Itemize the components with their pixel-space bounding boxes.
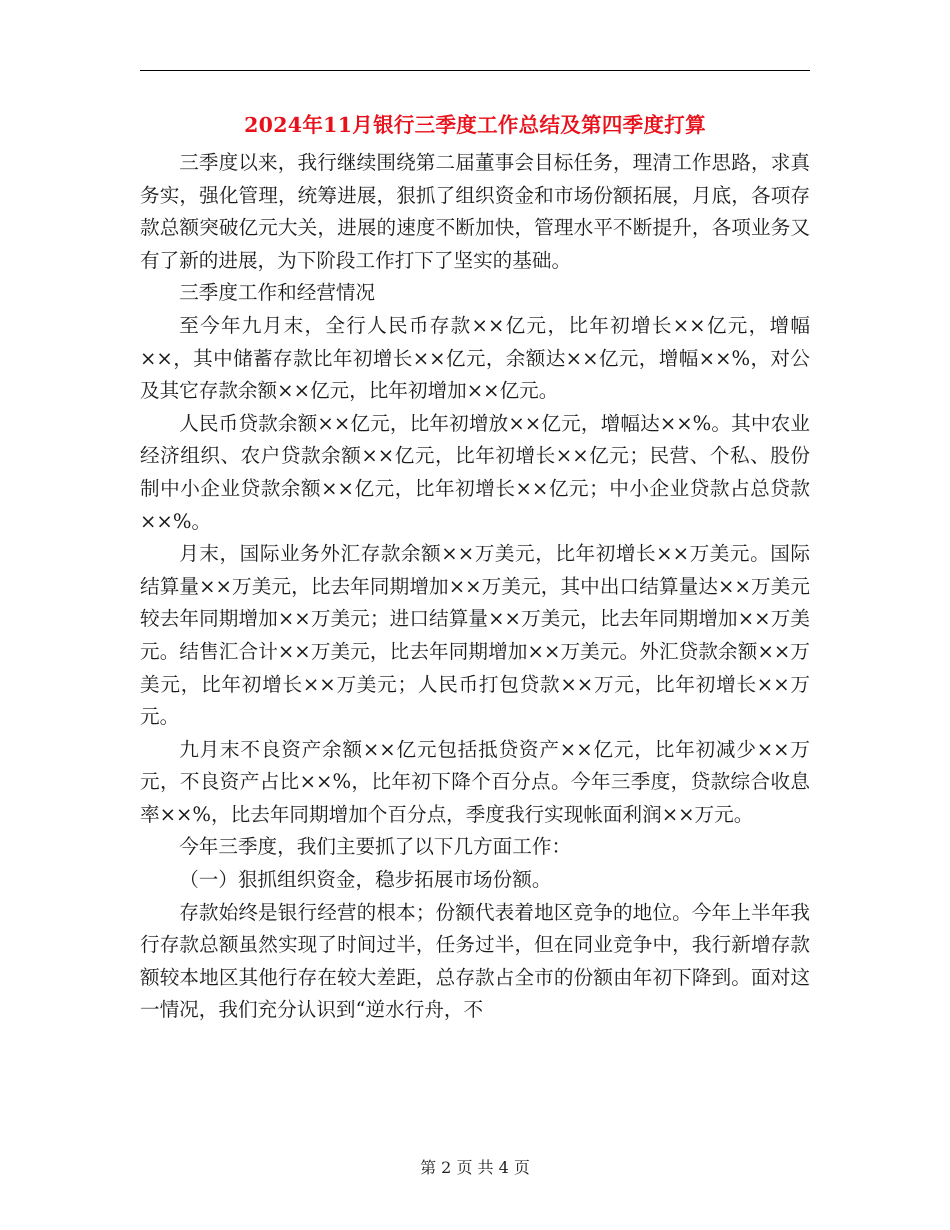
- paragraph-nonperforming: 九月末不良资产余额××亿元包括抵贷资产××亿元，比年初减少××万元，不良资产占比××%，比年初下降个百分点。今年三季度，贷款综合收息率××%，比去年同期增加个百分点，季度我行实现帐面利润××万元。: [140, 737, 810, 826]
- paragraph-loans: 人民币贷款余额××亿元，比年初增放××亿元，增幅达××%。其中农业经济组织、农户贷款余额××亿元，比年初增长××亿元；民营、个私、股份制中小企业贷款余额××亿元，比年初增长××亿元；中小企业贷款占总贷款××%。: [140, 411, 810, 533]
- paragraph-intro: 三季度以来，我行继续围绕第二届董事会目标任务，理清工作思路，求真务实，强化管理，统筹进展，狠抓了组织资金和市场份额拓展，月底，各项存款总额突破亿元大关，进展的速度不断加快，管理水平不断提升，各项业务又有了新的进展，为下阶段工作打下了坚实的基础。: [140, 151, 810, 272]
- page-footer: 第 2 页 共 4 页: [420, 1158, 530, 1177]
- paragraph-work-intro: 今年三季度，我们主要抓了以下几方面工作：: [179, 835, 572, 859]
- subsection-heading: （一）狠抓组织资金，稳步拓展市场份额。: [179, 868, 552, 892]
- header-rule: [140, 70, 810, 71]
- paragraph-international: 月末，国际业务外汇存款余额××万美元，比年初增长××万美元。国际结算量××万美元，比去年同期增加××万美元，其中出口结算量达××万美元较去年同期增加××万美元；进口结算量××万美元，比去年同期增加××万美元。结售汇合计××万美元，比去年同期增加××万美元。外汇贷款余额××万美元，比年初增长××万美元；人民币打包贷款××万元，比年初增长××万元。: [140, 542, 810, 729]
- section-heading: 三季度工作和经营情况: [179, 281, 376, 305]
- paragraph-deposits-strategy: 存款始终是银行经营的根本；份额代表着地区竞争的地位。今年上半年我行存款总额虽然实现了时间过半，任务过半，但在同业竞争中，我行新增存款额较本地区其他行存在较大差距，总存款占全市的份额由年初下降到。面对这一情况，我们充分认识到“逆水行舟，不: [140, 900, 810, 1022]
- document-body: [140, 147, 810, 1027]
- document-title: 2024年11月银行三季度工作总结及第四季度打算: [244, 113, 706, 137]
- paragraph-deposits: 至今年九月末，全行人民币存款××亿元，比年初增长××亿元，增幅××，其中储蓄存款比年初增长××亿元，余额达××亿元，增幅××%，对公及其它存款余额××亿元，比年初增加××亿元。: [140, 313, 810, 403]
